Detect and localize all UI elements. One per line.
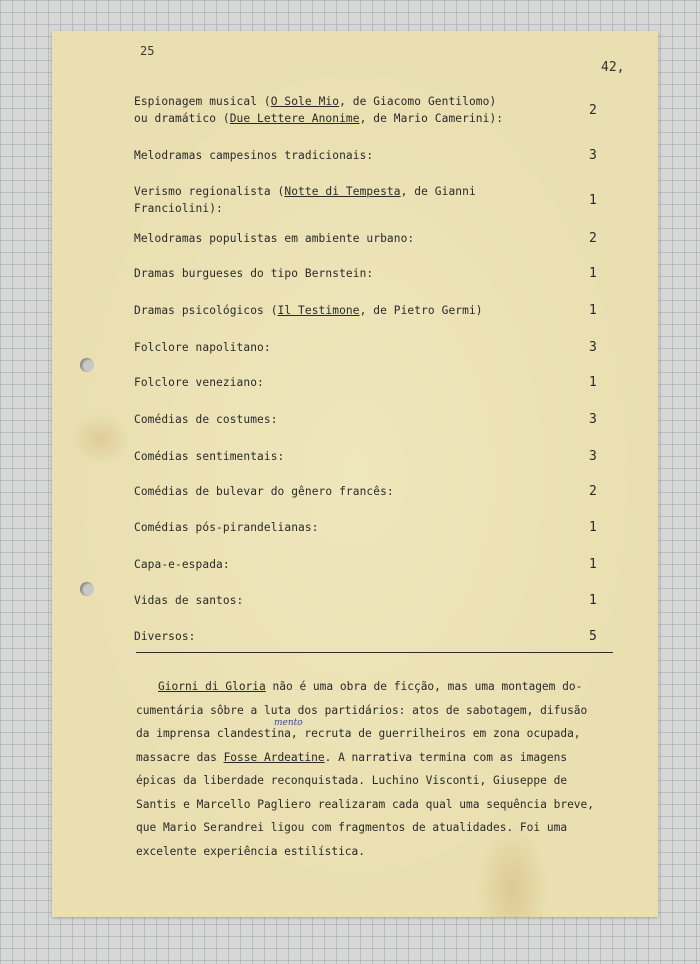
paragraph-line: excelente experiência estilística.: [136, 844, 366, 858]
list-item: [134, 628, 602, 645]
list-item-count: 1: [589, 593, 597, 608]
film-title: Giorni di Gloria: [158, 680, 266, 693]
list-item-label: Vidas de santos:: [134, 594, 244, 607]
list-item-count: 3: [589, 412, 597, 427]
list-item-label: Comédias de bulevar do gênero francês:: [134, 485, 394, 498]
list-item-count: 1: [589, 193, 597, 208]
page-number-left: 25: [140, 44, 155, 58]
list-item-label: Diversos:: [134, 630, 196, 643]
horizontal-rule: [136, 652, 613, 653]
typewritten-page: [52, 31, 658, 917]
paragraph-line: Santis e Marcello Pagliero realizaram cada qual uma sequência breve,: [136, 797, 595, 811]
list-item: [134, 519, 602, 536]
list-item-label: Melodramas campesinos tradicionais:: [134, 149, 374, 162]
film-title: Due Lettere Anonime: [229, 112, 360, 125]
list-item-count: 1: [589, 520, 597, 535]
punch-hole: [80, 358, 94, 372]
paragraph-line: que Mario Serandrei ligou com fragmentos de atualidades. Foi uma: [136, 821, 568, 834]
list-item: [134, 592, 602, 609]
list-item-count: 1: [589, 303, 597, 318]
list-item-count: 5: [589, 629, 597, 644]
list-item-count: 2: [589, 103, 597, 118]
list-item: [134, 339, 602, 356]
list-item-label: Melodramas populistas em ambiente urbano:: [134, 232, 415, 245]
list-item: [134, 483, 602, 500]
list-item-count: 2: [589, 484, 597, 499]
list-item: [134, 230, 602, 247]
paragraph-line: épicas da liberdade reconquistada. Luchino Visconti, Giuseppe de: [136, 774, 568, 787]
list-item-label-line2: ou dramático (Due Lettere Anonime, de Mario Camerini):: [134, 112, 504, 125]
list-item-label: Comédias pós-pirandelianas:: [134, 521, 319, 534]
list-item-label: Comédias de costumes:: [134, 413, 278, 426]
list-item: [134, 147, 602, 164]
paragraph-line: da imprensa clandestina, recruta de guerrilheiros em zona ocupada,: [136, 727, 581, 740]
paragraph-line: cumentária sôbre a luta dos partidários: atos de sabotagem, difusão: [136, 703, 588, 717]
list-item-label: Folclore veneziano:: [134, 376, 264, 389]
list-item-count: 1: [589, 375, 597, 390]
list-item-count: 2: [589, 231, 597, 246]
list-item: [134, 183, 602, 217]
list-item: [134, 556, 602, 573]
list-item-label: Dramas burgueses do tipo Bernstein:: [134, 267, 374, 280]
punch-hole: [80, 582, 94, 596]
page-number-right: 42,: [601, 60, 625, 75]
list-item-count: 1: [589, 557, 597, 572]
film-title: O Sole Mio: [270, 95, 340, 108]
list-item-label: Espionagem musical (O Sole Mio, de Giacomo Gentilomo): [134, 95, 497, 108]
body-paragraph: [136, 675, 616, 863]
place-name: Fosse Ardeatine: [223, 750, 325, 764]
list-item-label: Verismo regionalista (Notte di Tempesta, de Gianni: [134, 185, 476, 198]
list-item-count: 1: [589, 266, 597, 281]
list-item: [134, 93, 602, 127]
handwritten-annotation: mento: [274, 718, 303, 728]
film-title: Notte di Tempesta: [284, 185, 401, 198]
paragraph-line: massacre das Fosse Ardeatine. A narrativa termina com as imagens: [136, 750, 568, 764]
list-item: [134, 265, 602, 282]
list-item: [134, 302, 602, 319]
list-item: [134, 448, 602, 465]
list-item-label: Dramas psicológicos (Il Testimone, de Pietro Germi): [134, 304, 483, 317]
list-item-label: Comédias sentimentais:: [134, 450, 285, 463]
list-item-label: Folclore napolitano:: [134, 341, 271, 354]
list-item-count: 3: [589, 148, 597, 163]
list-item: [134, 374, 602, 391]
list-item-label-line2: Franciolini):: [134, 202, 223, 215]
list-item-count: 3: [589, 449, 597, 464]
list-item-count: 3: [589, 340, 597, 355]
paragraph-line: Giorni di Gloria não é uma obra de ficção, mas uma montagem do-: [158, 680, 583, 693]
list-item: [134, 411, 602, 428]
film-title: Il Testimone: [277, 304, 360, 317]
list-item-label: Capa-e-espada:: [134, 558, 230, 571]
